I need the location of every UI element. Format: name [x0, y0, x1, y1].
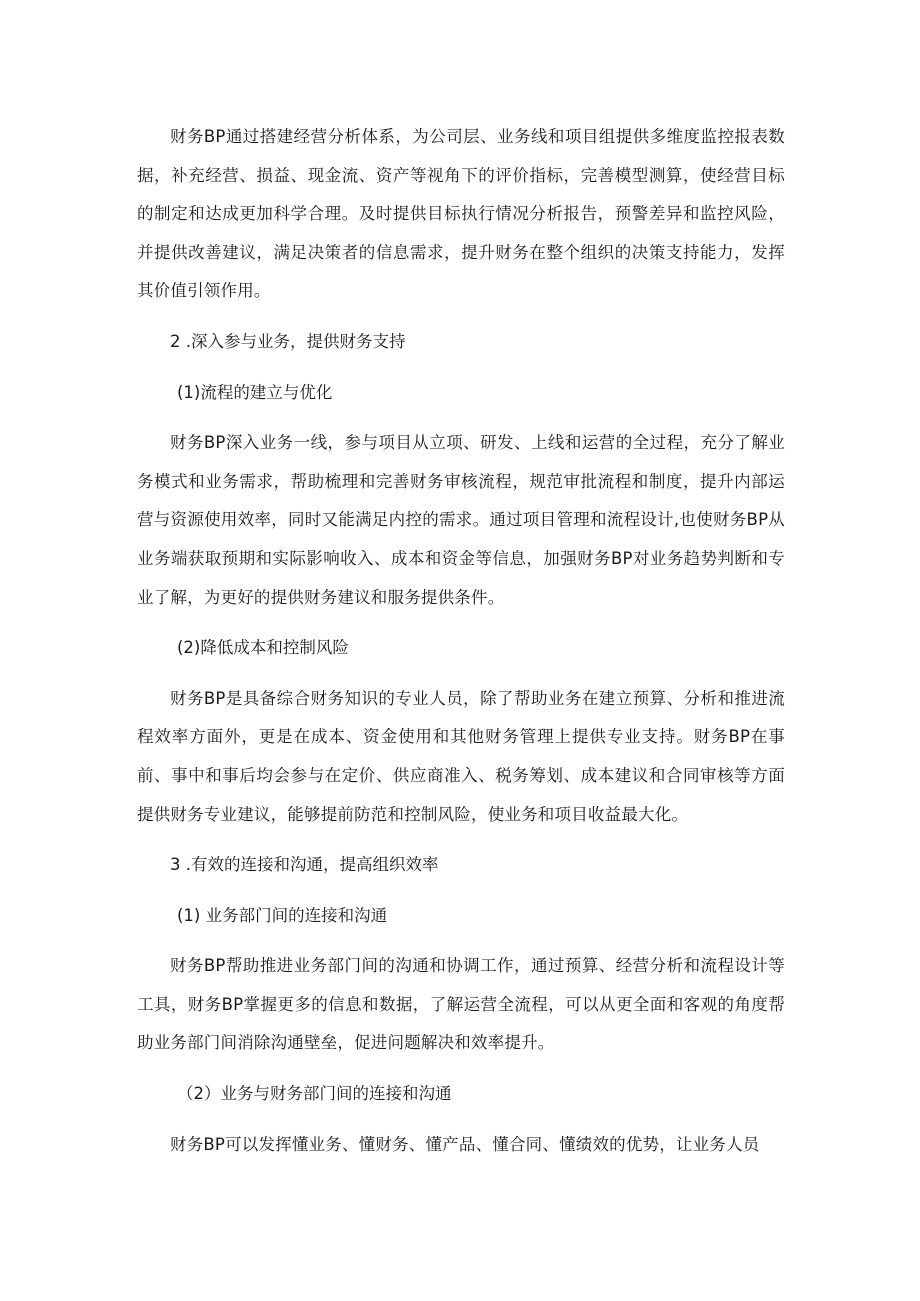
- subheading-3-1: (1) 业务部门间的连接和沟通: [177, 905, 388, 925]
- section-heading-2: 2 .深入参与业务，提供财务支持: [170, 331, 406, 351]
- paragraph-business-finance-communication: 财务BP可以发挥懂业务、懂财务、懂产品、懂合同、懂绩效的优势，让业务人员: [170, 1134, 760, 1154]
- subheading-3-2: （2）业务与财务部门间的连接和沟通: [177, 1084, 452, 1104]
- paragraph-analysis-system: 财务BP通过搭建经营分析体系，为公司层、业务线和项目组提供多维度监控报表数据，补充经营、损益、现金流、资产等视角下的评价指标，完善模型测算，使经营目标的制定和达成更加科学合理。及时提供目标执行情况分析报告，预警差异和监控风险，并提供改善建议，满足决策者的信息需求，提升财务在整个组织的决策支持能力，发挥其价值引领作用。: [137, 127, 785, 301]
- subheading-2-1: (1)流程的建立与优化: [177, 382, 333, 402]
- document-page: [137, 118, 785, 1164]
- paragraph-department-communication: 财务BP帮助推进业务部门间的沟通和协调工作，通过预算、经营分析和流程设计等工具，财务BP掌握更多的信息和数据，了解运营全流程，可以从更全面和客观的角度帮助业务部门间消除沟通壁垒，促进问题解决和效率提升。: [137, 956, 785, 1053]
- paragraph-process-optimization: 财务BP深入业务一线，参与项目从立项、研发、上线和运营的全过程，充分了解业务模式和业务需求，帮助梳理和完善财务审核流程，规范审批流程和制度，提升内部运营与资源使用效率，同时又能满足内控的需求。通过项目管理和流程设计,也使财务BP从业务端获取预期和实际影响收入、成本和资金等信息，加强财务BP对业务趋势判断和专业了解，为更好的提供财务建议和服务提供条件。: [137, 433, 785, 607]
- section-heading-3: 3 .有效的连接和沟通，提高组织效率: [170, 855, 439, 875]
- subheading-2-2: (2)降低成本和控制风险: [177, 638, 349, 658]
- paragraph-cost-risk: 财务BP是具备综合财务知识的专业人员，除了帮助业务在建立预算、分析和推进流程效率方面外，更是在成本、资金使用和其他财务管理上提供专业支持。财务BP在事前、事中和事后均会参与在定价、供应商准入、税务筹划、成本建议和合同审核等方面提供财务专业建议，能够提前防范和控制风险，使业务和项目收益最大化。: [137, 688, 785, 824]
